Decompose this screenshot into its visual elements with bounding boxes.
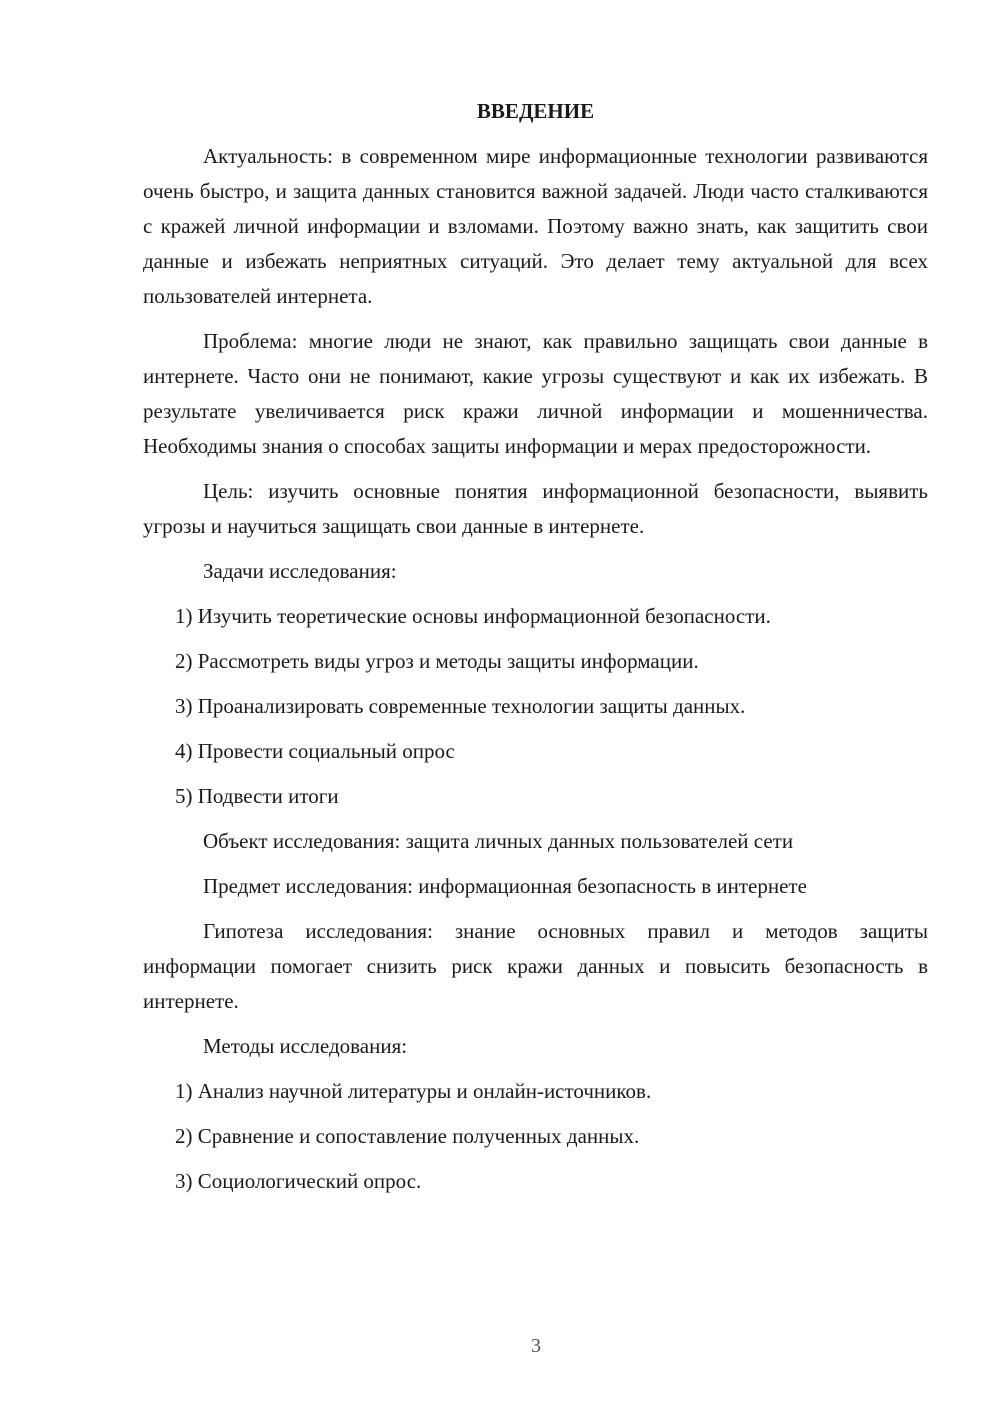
list-item: 4) Провести социальный опрос (175, 739, 455, 763)
goal-paragraph: Цель: изучить основные понятия информационной безопасности, выявить угрозы и научиться защищать свои данные в интернете. (143, 479, 928, 538)
page-number: 3 (531, 1335, 541, 1357)
list-item: 3) Социологический опрос. (175, 1169, 422, 1193)
list-item: 2) Рассмотреть виды угроз и методы защиты информации. (175, 649, 699, 673)
section-title: ВВЕДЕНИЕ (476, 99, 595, 123)
methods-heading: Методы исследования: (203, 1034, 408, 1058)
list-item: 5) Подвести итоги (175, 784, 339, 808)
list-item: 1) Изучить теоретические основы информационной безопасности. (175, 604, 771, 628)
object-line: Объект исследования: защита личных данных пользователей сети (203, 829, 794, 853)
list-item: 2) Сравнение и сопоставление полученных данных. (175, 1124, 640, 1148)
subject-line: Предмет исследования: информационная безопасность в интернете (203, 874, 807, 898)
relevance-paragraph: Актуальность: в современном мире информационные технологии развиваются очень быстро, и защита данных становится важной задачей. Люди часто сталкиваются с кражей личной информации и взломами. Поэтому важно знать, как защитить свои данные и избежать неприятных ситуаций. Это делает тему актуальной для всех пользователей интернета. (143, 144, 928, 308)
problem-paragraph: Проблема: многие люди не знают, как правильно защищать свои данные в интернете. Часто они не понимают, какие угрозы существуют и как их избежать. В результате увеличивается риск кражи личной информации и мошенничества. Необходимы знания о способах защиты информации и мерах предосторожности. (143, 329, 928, 458)
tasks-heading: Задачи исследования: (203, 559, 397, 583)
list-item: 1) Анализ научной литературы и онлайн-источников. (175, 1079, 652, 1103)
list-item: 3) Проанализировать современные технологии защиты данных. (175, 694, 746, 718)
hypothesis-paragraph: Гипотеза исследования: знание основных правил и методов защиты информации помогает снизить риск кражи данных и повысить безопасность в интернете. (143, 919, 928, 1013)
page-content (143, 95, 928, 1209)
tasks-list (143, 599, 928, 814)
methods-list (143, 1074, 928, 1199)
